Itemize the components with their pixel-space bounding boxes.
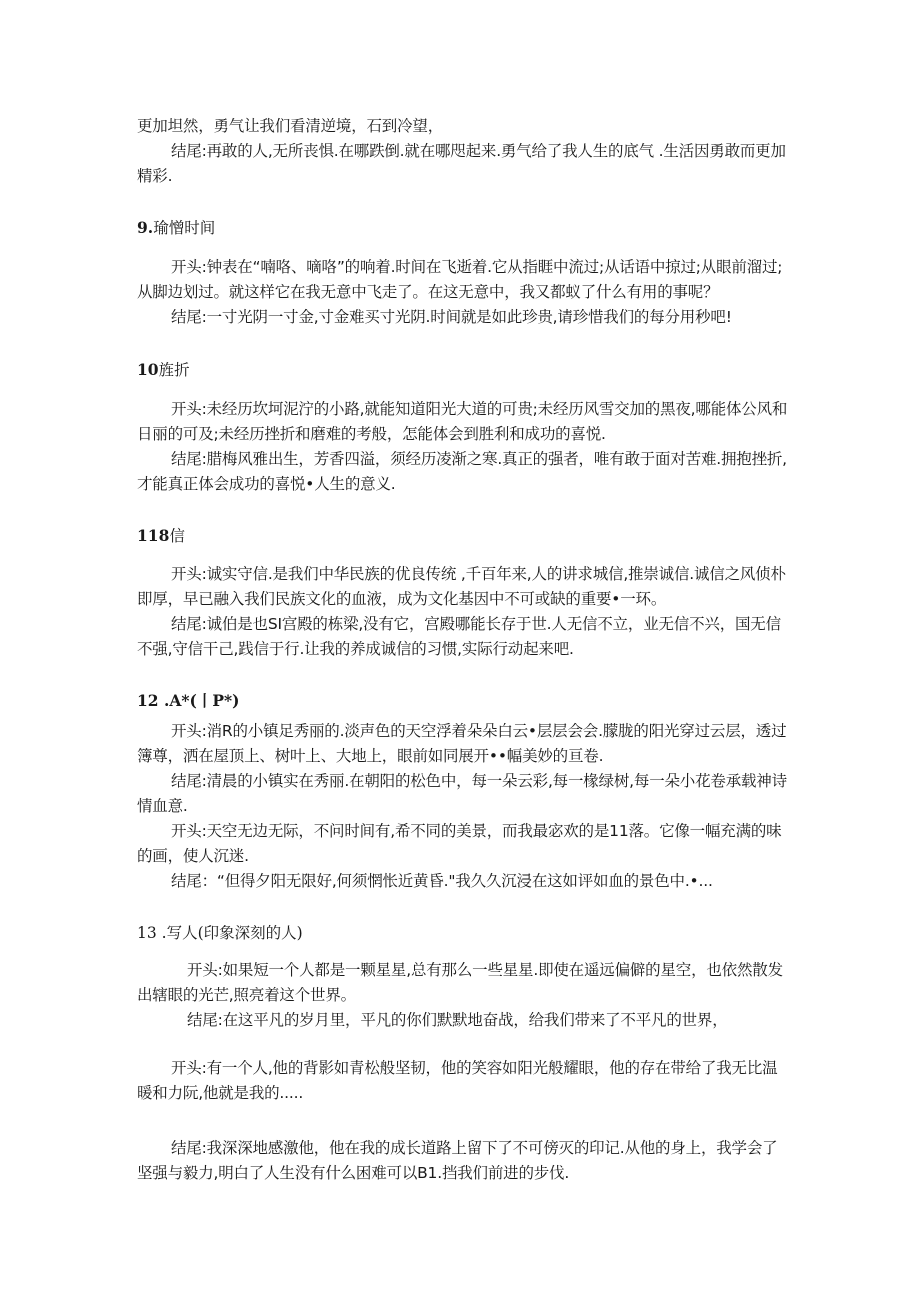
paragraph-line: 精彩. <box>137 167 173 185</box>
paragraph-line: 簿尊，洒在屋顶上、树叶上、大地上，眼前如同展开••幅美妙的亘卷. <box>137 747 604 765</box>
paragraph-line: 情血意. <box>137 797 188 815</box>
paragraph-line: 结尾:诚伯是也SI宫殿的栋梁,没有它，宫殿哪能长存于世.人无信不立，业无信不兴，国无信 <box>171 615 781 633</box>
section-number: 10 <box>137 360 159 379</box>
paragraph-line: 开头:未经历坎坷泥泞的小路,就能知道阳光大道的可贵;未经历风雪交加的黑夜,哪能体公风和 <box>171 400 788 418</box>
section-title: 信 <box>169 527 185 545</box>
paragraph-line: 出辖眼的光芒,照亮着这个世界。 <box>137 986 356 1004</box>
paragraph-line: 开头:如果短一个人都是一颗星星,总有那么一些星星.即使在遥远偏僻的星空，也依然散发 <box>187 961 783 979</box>
paragraph-line: 坚强与毅力,明白了人生没有什么困难可以B1.挡我们前进的步伐. <box>137 1164 570 1182</box>
section-heading: 13 .写人(印象深刻的人) <box>137 924 303 942</box>
section-heading: 12 .A*(丨P*) <box>137 691 240 710</box>
paragraph-line: 不强,守信干己,践信于行.让我的养成诚信的习惯,实际行动起来吧. <box>137 640 574 658</box>
paragraph-line: 从脚边划过。就这样它在我无意中飞走了。在这无意中，我又都蚁了什么有用的事呢？ <box>137 283 719 301</box>
paragraph-line: 的画，使人沉迷. <box>137 847 249 865</box>
section-title: 瑜憎时间 <box>153 219 216 237</box>
paragraph-line: 开头:消R的小镇足秀丽的.淡声色的天空浮着朵朵白云•层层会会.朦胧的阳光穿过云层，透过 <box>171 722 787 740</box>
paragraph-line: 暖和力阮,他就是我的..... <box>137 1084 304 1102</box>
paragraph-line: 开头:钟表在“喃咯、嘀咯”的响着.时间在飞逝着.它从指睚中流过;从话语中掠过;从眼前溜过; <box>171 258 783 276</box>
section-title: 旌折 <box>158 361 190 379</box>
section-heading <box>137 215 215 241</box>
paragraph-line: 结尾:清晨的小镇实在秀丽.在朝阳的松色中，每一朵云彩,每一椽绿树,每一朵小花卷承载神诗 <box>171 772 787 790</box>
paragraph-line: 结尾:我深深地感激他，他在我的成长道路上留下了不可傍灭的印记.从他的身上，我学会了 <box>171 1139 778 1157</box>
paragraph-line: 结尾:再敢的人,无所丧惧.在哪跌倒.就在哪咫起来.勇气给了我人生的底气 .生活因勇敢而更加 <box>171 142 786 160</box>
paragraph-line: 更加坦然，勇气让我们看清逆境，石到冷望， <box>137 117 444 135</box>
paragraph-line: 日丽的可及;未经历挫折和磨难的考般，怎能体会到胜利和成功的喜悦. <box>137 425 606 443</box>
paragraph-line: 结尾:一寸光阴一寸金,寸金难买寸光阴.时间就是如此珍贵,请珍惜我们的每分用秒吧! <box>171 308 732 326</box>
section-number: 9. <box>137 218 154 237</box>
section-number: 118 <box>137 526 170 545</box>
paragraph-line: 即厚，早已融入我们民族文化的血液，成为文化基因中不可或缺的重要•一环。 <box>137 590 667 608</box>
paragraph-line: 结尾：“但得夕阳无限好,何须惘怅近黄昏."我久久沉浸在这如评如血的景色中.•... <box>171 872 713 890</box>
paragraph-line: 结尾:腊梅风雅出生，芳香四溢，须经历凌渐之寒.真正的强者，唯有敢于面对苦难.拥抱挫折, <box>171 450 787 468</box>
section-heading <box>137 357 190 383</box>
paragraph-line: 开头:天空无边无际，不问时间有,希不同的美景，而我最宓欢的是11落。它像一幅充满的味 <box>171 822 782 840</box>
paragraph-line: 开头:有一个人,他的背影如青松般坚韧，他的笑容如阳光般耀眼，他的存在带给了我无比温 <box>171 1059 778 1077</box>
paragraph-line: 才能真正体会成功的喜悦•人生的意义. <box>137 475 396 493</box>
paragraph-line: 开头:诚实守信.是我们中华民族的优良传统 ,千百年来,人的讲求城信,推崇诚信.诚信之风侦朴 <box>171 565 786 583</box>
paragraph-line: 结尾:在这平凡的岁月里，平凡的你们默默地奋战，给我们带来了不平凡的世界， <box>187 1011 728 1029</box>
section-heading <box>137 523 185 549</box>
